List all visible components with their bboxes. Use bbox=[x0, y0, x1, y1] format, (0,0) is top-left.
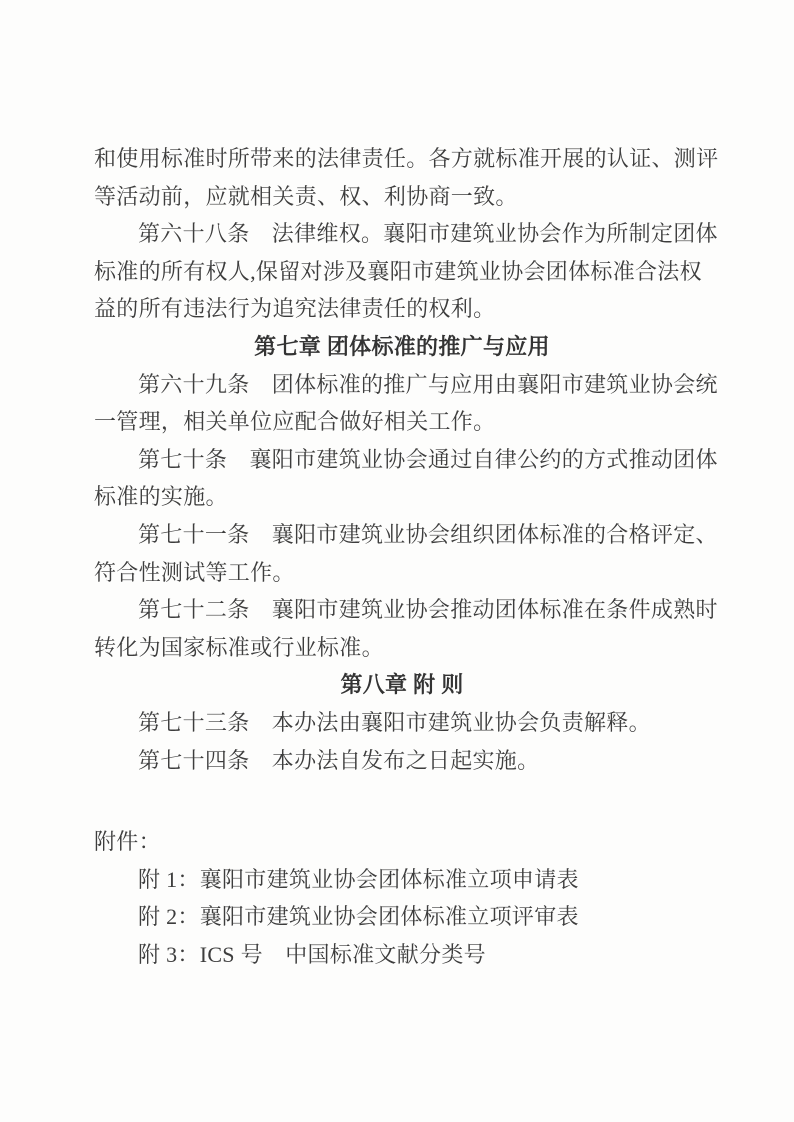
body-line: 等活动前，应就相关责、权、利协商一致。 bbox=[94, 183, 518, 209]
article-70-line: 第七十条 襄阳市建筑业协会通过自律公约的方式推动团体 bbox=[138, 446, 718, 472]
article-71-line: 第七十一条 襄阳市建筑业协会组织团体标准的合格评定、 bbox=[138, 521, 718, 547]
article-68-line: 第六十八条 法律维权。襄阳市建筑业协会作为所制定团体 bbox=[138, 221, 718, 247]
body-line: 标准的所有权人,保留对涉及襄阳市建筑业协会团体标准合法权 bbox=[94, 258, 702, 284]
document-content bbox=[94, 140, 719, 973]
body-line: 益的所有违法行为追究法律责任的权利。 bbox=[94, 296, 496, 322]
chapter-7-heading: 第七章 团体标准的推广与应用 bbox=[254, 333, 550, 359]
body-line: 和使用标准时所带来的法律责任。各方就标准开展的认证、测评 bbox=[94, 146, 719, 171]
body-line: 转化为国家标准或行业标准。 bbox=[94, 634, 384, 660]
article-72-line: 第七十二条 襄阳市建筑业协会推动团体标准在条件成熟时 bbox=[138, 597, 718, 623]
body-line: 符合性测试等工作。 bbox=[94, 559, 295, 585]
body-line: 标准的实施。 bbox=[94, 484, 228, 510]
article-69-line: 第六十九条 团体标准的推广与应用由襄阳市建筑业协会统 bbox=[138, 371, 718, 397]
attachment-item-2: 附 2：襄阳市建筑业协会团体标准立项评审表 bbox=[138, 904, 579, 930]
chapter-8-heading: 第八章 附 则 bbox=[340, 672, 464, 698]
article-74-line: 第七十四条 本办法自发布之日起实施。 bbox=[138, 747, 540, 773]
attachment-item-3: 附 3：ICS 号 中国标准文献分类号 bbox=[138, 941, 486, 967]
attachments-label: 附件： bbox=[94, 829, 161, 855]
attachment-item-1: 附 1：襄阳市建筑业协会团体标准立项申请表 bbox=[138, 866, 579, 892]
article-73-line: 第七十三条 本办法由襄阳市建筑业协会负责解释。 bbox=[138, 709, 651, 735]
body-line: 一管理，相关单位应配合做好相关工作。 bbox=[94, 409, 496, 435]
